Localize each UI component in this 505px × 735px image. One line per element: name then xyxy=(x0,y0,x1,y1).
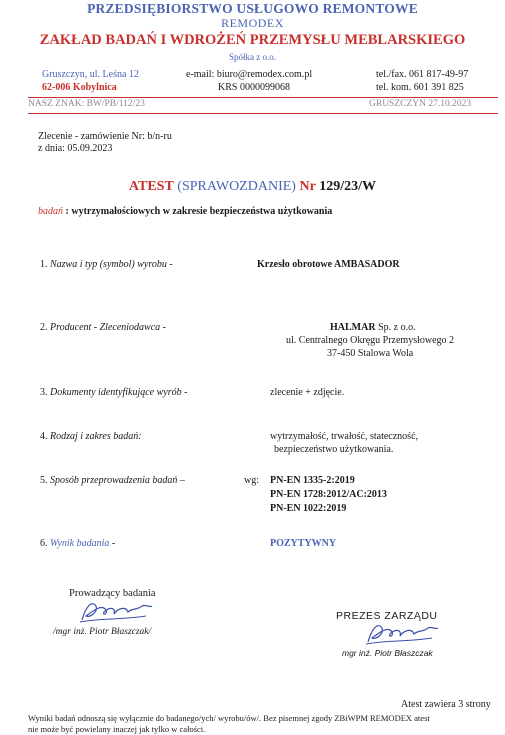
item-5-prefix: wg: xyxy=(244,475,259,486)
item-6-label-text: Wynik badania xyxy=(50,538,110,549)
producer-address-line2: 37-450 Stalowa Wola xyxy=(327,348,414,359)
header-divider-bottom xyxy=(28,113,498,114)
item-5-label xyxy=(40,475,185,486)
title-atest: ATEST xyxy=(128,179,174,194)
tester-title: Prowadzący badania xyxy=(69,588,156,599)
our-reference: NASZ ZNAK: BW/PB/112/23 xyxy=(28,99,145,109)
item-2-number: 2. xyxy=(40,322,48,333)
subtitle-label: badań xyxy=(38,206,63,217)
president-name: mgr inż. Piotr Błaszczak xyxy=(342,648,433,658)
company-name: PRZEDSIĘBIORSTWO USŁUGOWO REMONTOWE xyxy=(87,1,418,16)
title-nr: Nr xyxy=(299,179,316,194)
producer-name-bold: HALMAR xyxy=(330,322,376,333)
item-4-value-line1: wytrzymałość, trwałość, stateczność, xyxy=(270,431,419,442)
item-4-value-line2: bezpieczeństwo użytkowania. xyxy=(274,444,394,455)
title-sprawozdanie: (SPRAWOZDANIE) xyxy=(177,179,296,194)
item-5-number: 5. xyxy=(40,475,48,486)
item-6-number: 6. xyxy=(40,538,48,549)
president-signature-icon xyxy=(362,618,442,648)
tester-name: /mgr inż. Piotr Błaszczak/ xyxy=(53,627,152,637)
item-1-label xyxy=(40,259,173,270)
item-4-label xyxy=(40,431,142,442)
krs-number: KRS 0000099068 xyxy=(218,82,290,93)
item-5-label-text: Sposób przeprowadzenia badań – xyxy=(50,475,185,486)
place-date: GRUSZCZYN 27.10.2023 xyxy=(369,99,472,109)
subtitle-text: wytrzymałościowych w zakresie bezpieczeństwa użytkowania xyxy=(68,206,333,217)
phone-mobile: tel. kom. 601 391 825 xyxy=(376,82,464,93)
president-title: PREZES ZARZĄDU xyxy=(336,610,438,622)
item-3-label-text: Dokumenty identyfikujące wyrób - xyxy=(50,387,188,398)
footer-note-line2: nie może być powielany inaczej jak tylko w całości. xyxy=(28,724,206,734)
tester-signature-icon xyxy=(76,596,156,626)
item-2-label xyxy=(40,322,166,333)
document-title xyxy=(0,179,505,195)
producer-address-line1: ul. Centralnego Okręgu Przemysłowego 2 xyxy=(286,335,455,346)
standard-2: PN-EN 1728:2012/AC:2013 xyxy=(270,489,387,500)
producer-name-suffix: Sp. z o.o. xyxy=(375,322,416,333)
item-3-value: zlecenie + zdjęcie. xyxy=(270,387,345,398)
division-name: ZAKŁAD BADAŃ I WDROŻEŃ PRZEMYSŁU MEBLARSKIEGO xyxy=(39,32,466,48)
order-date: z dnia: 05.09.2023 xyxy=(38,143,113,154)
document-subtitle xyxy=(38,206,332,217)
item-3-label xyxy=(40,387,187,398)
footer-note-line1: Wyniki badań odnoszą się wyłącznie do badanego/ych/ wyrobu/ów/. Bez pisemnej zgody ZBiWPM REMODEX atest xyxy=(28,713,430,723)
legal-form: Spółka z o.o. xyxy=(229,52,276,62)
header-divider-top xyxy=(28,97,498,98)
producer-name xyxy=(330,322,416,333)
title-number: 129/23/W xyxy=(319,179,377,194)
item-1-label-text: Nazwa i typ (symbol) wyrobu - xyxy=(50,259,173,270)
test-result: POZYTYWNY xyxy=(270,538,337,549)
item-1-number: 1. xyxy=(40,259,48,270)
page-count: Atest zawiera 3 strony xyxy=(401,699,491,710)
item-4-number: 4. xyxy=(40,431,48,442)
phone-fax: tel./fax. 061 817-49-97 xyxy=(376,69,469,80)
item-6-dash: - xyxy=(109,538,116,549)
brand-name: REMODEX xyxy=(221,16,284,30)
standard-3: PN-EN 1022:2019 xyxy=(270,503,347,514)
item-2-label-text: Producent - Zleceniodawca - xyxy=(50,322,166,333)
item-6-label xyxy=(40,538,115,549)
email[interactable]: e-mail: biuro@remodex.com.pl xyxy=(186,69,313,80)
item-1-value: Krzesło obrotowe AMBASADOR xyxy=(257,259,400,270)
item-4-label-text: Rodzaj i zakres badań: xyxy=(50,431,142,442)
item-3-number: 3. xyxy=(40,387,48,398)
subtitle-colon: : xyxy=(63,206,69,217)
address-city: 62-006 Kobylnica xyxy=(42,82,117,93)
standard-1: PN-EN 1335-2:2019 xyxy=(270,475,355,486)
address-street: Gruszczyn, ul. Leśna 12 xyxy=(42,69,139,80)
order-number: Zlecenie - zamówienie Nr: b/n-ru xyxy=(38,131,172,142)
